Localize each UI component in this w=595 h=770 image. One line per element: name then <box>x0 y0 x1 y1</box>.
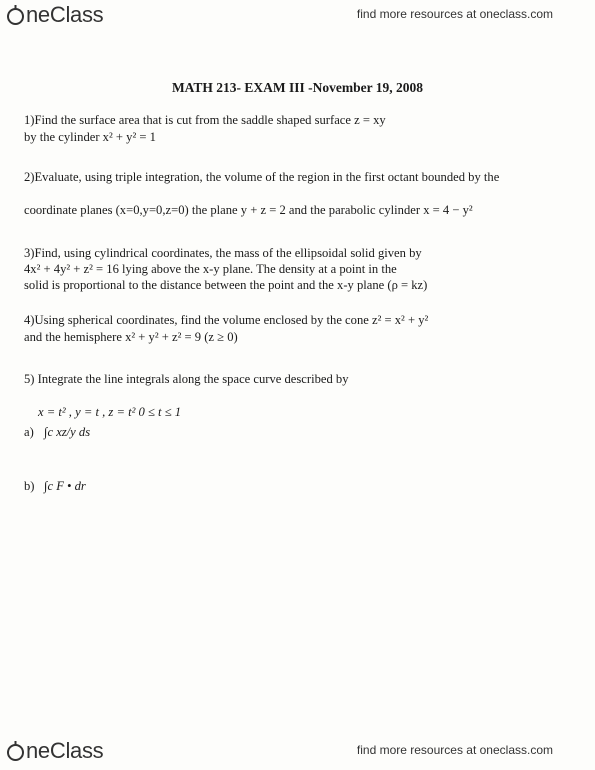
find-more-resources-link[interactable]: find more resources at oneclass.com <box>356 7 553 21</box>
q5-part-b-integral: ∫c F • dr <box>44 479 86 493</box>
footer-bar <box>0 736 595 770</box>
oneclass-footer-logo[interactable] <box>6 738 103 764</box>
oneclass-logo[interactable] <box>6 2 103 28</box>
q2-line-2: coordinate planes (x=0,y=0,z=0) the plane y + z = 2 and the parabolic cylinder x = 4 − y² <box>24 203 473 217</box>
q2-line-1: 2)Evaluate, using triple integration, the volume of the region in the first octant bounded by the <box>24 170 500 184</box>
footer-logo-wordmark: neClass <box>26 738 104 763</box>
q4-line-1: 4)Using spherical coordinates, find the volume enclosed by the cone z² = x² + y² <box>24 313 429 327</box>
q1-line-1: 1)Find the surface area that is cut from the saddle shaped surface z = xy <box>24 113 386 127</box>
q3-line-3: solid is proportional to the distance between the point and the x-y plane (ρ = kz) <box>24 278 428 292</box>
q1-line-2: by the cylinder x² + y² = 1 <box>24 130 156 144</box>
oneclass-footer-logo-icon <box>6 740 25 762</box>
exam-title: MATH 213- EXAM III -November 19, 2008 <box>171 80 424 95</box>
header-bar <box>0 0 595 34</box>
logo-wordmark: neClass <box>26 2 104 27</box>
q5-part-a-integral: ∫c xz/y ds <box>44 425 91 439</box>
q4-line-2: and the hemisphere x² + y² + z² = 9 (z ≥ 0) <box>24 330 238 344</box>
q5-part-a-label: a) <box>24 425 34 439</box>
q5-curve: x = t² , y = t , z = t² 0 ≤ t ≤ 1 <box>38 405 182 419</box>
q3-line-1: 3)Find, using cylindrical coordinates, the mass of the ellipsoidal solid given by <box>24 246 422 260</box>
oneclass-logo-icon <box>6 4 25 26</box>
q5-part-b-label: b) <box>24 479 35 493</box>
footer-find-more-resources-link[interactable]: find more resources at oneclass.com <box>356 743 553 757</box>
q3-line-2: 4x² + 4y² + z² = 16 lying above the x-y plane. The density at a point in the <box>24 262 397 276</box>
q5-line-1: 5) Integrate the line integrals along the space curve described by <box>24 372 349 386</box>
